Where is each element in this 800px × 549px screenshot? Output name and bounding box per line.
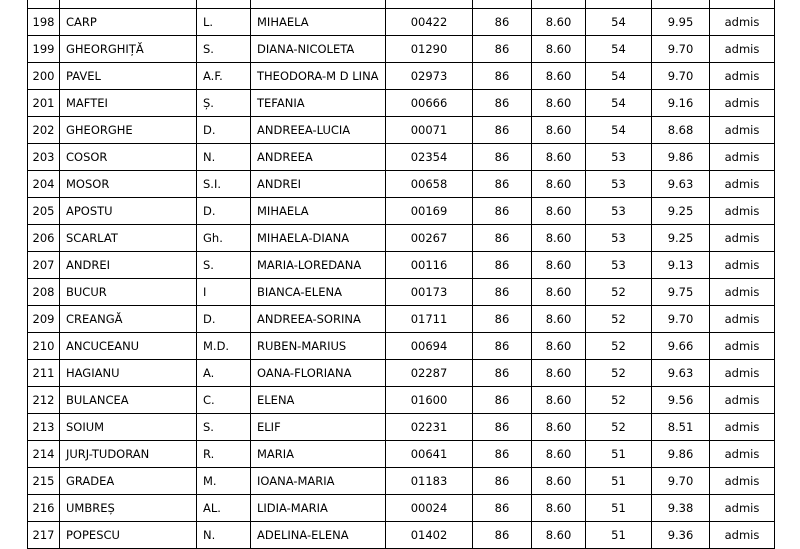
table-row: [28, 279, 775, 306]
initial-cell: Gh.: [197, 225, 251, 252]
table-row: [28, 198, 775, 225]
status-cell: admis: [710, 171, 775, 198]
average-cell: [652, 0, 710, 9]
initial-cell: D.: [197, 117, 251, 144]
surname-cell: GRADEA: [60, 468, 197, 495]
score-cell: 86: [473, 468, 532, 495]
surname-cell: SCARLAT: [60, 225, 197, 252]
score-cell: 86: [473, 9, 532, 36]
table-row: [28, 117, 775, 144]
average-cell: 9.70: [652, 36, 710, 63]
surname-cell: PAVEL: [60, 63, 197, 90]
initial-cell: N.: [197, 522, 251, 549]
results-table: [27, 0, 775, 549]
score-cell: 86: [473, 144, 532, 171]
initial-cell: Ș.: [197, 90, 251, 117]
initial-cell: S.: [197, 414, 251, 441]
first-name-cell: MIHAELA: [251, 198, 386, 225]
code-cell: 00024: [386, 495, 473, 522]
code-cell: 01711: [386, 306, 473, 333]
surname-cell: CARP: [60, 9, 197, 36]
grade-cell: 8.60: [532, 522, 586, 549]
initial-cell: N.: [197, 144, 251, 171]
initial-cell: S.I.: [197, 171, 251, 198]
grade-cell: 8.60: [532, 90, 586, 117]
status-cell: admis: [710, 468, 775, 495]
grade-cell: 8.60: [532, 144, 586, 171]
row-number-cell: 207: [28, 252, 60, 279]
code-cell: 02973: [386, 63, 473, 90]
points-cell: 53: [586, 252, 652, 279]
first-name-cell: IOANA-MARIA: [251, 468, 386, 495]
status-cell: admis: [710, 63, 775, 90]
points-cell: 53: [586, 198, 652, 225]
table-row: [28, 225, 775, 252]
initial-cell: I: [197, 279, 251, 306]
score-cell: 86: [473, 306, 532, 333]
status-cell: admis: [710, 495, 775, 522]
grade-cell: 8.60: [532, 117, 586, 144]
row-number-cell: 209: [28, 306, 60, 333]
table-row: [28, 63, 775, 90]
table-row: [28, 360, 775, 387]
table-row: [28, 306, 775, 333]
grade-cell: 8.60: [532, 279, 586, 306]
code-cell: 00116: [386, 252, 473, 279]
grade-cell: 8.60: [532, 441, 586, 468]
average-cell: 9.16: [652, 90, 710, 117]
surname-cell: BULANCEA: [60, 387, 197, 414]
row-number-cell: 215: [28, 468, 60, 495]
code-cell: 01183: [386, 468, 473, 495]
surname-cell: APOSTU: [60, 198, 197, 225]
initial-cell: D.: [197, 198, 251, 225]
grade-cell: 8.60: [532, 306, 586, 333]
status-cell: admis: [710, 144, 775, 171]
grade-cell: 8.60: [532, 9, 586, 36]
table-row: [28, 171, 775, 198]
points-cell: 52: [586, 306, 652, 333]
score-cell: 86: [473, 441, 532, 468]
average-cell: 9.25: [652, 198, 710, 225]
average-cell: 9.95: [652, 9, 710, 36]
status-cell: admis: [710, 333, 775, 360]
table-row: [28, 387, 775, 414]
average-cell: 9.13: [652, 252, 710, 279]
average-cell: 9.75: [652, 279, 710, 306]
first-name-cell: ANDREEA-LUCIA: [251, 117, 386, 144]
initial-cell: A.F.: [197, 63, 251, 90]
row-number-cell: 212: [28, 387, 60, 414]
initial-cell: C.: [197, 387, 251, 414]
grade-cell: [532, 0, 586, 9]
row-number-cell: 200: [28, 63, 60, 90]
average-cell: 9.56: [652, 387, 710, 414]
average-cell: 9.86: [652, 144, 710, 171]
grade-cell: 8.60: [532, 468, 586, 495]
code-cell: 00267: [386, 225, 473, 252]
first-name-cell: ANDREEA-SORINA: [251, 306, 386, 333]
points-cell: 52: [586, 414, 652, 441]
code-cell: 00071: [386, 117, 473, 144]
table-row: [28, 441, 775, 468]
row-number-cell: 216: [28, 495, 60, 522]
first-name-cell: BIANCA-ELENA: [251, 279, 386, 306]
first-name-cell: ANDREI: [251, 171, 386, 198]
first-name-cell: MIHAELA-DIANA: [251, 225, 386, 252]
row-number-cell: 198: [28, 9, 60, 36]
initial-cell: D.: [197, 306, 251, 333]
points-cell: 54: [586, 36, 652, 63]
status-cell: admis: [710, 36, 775, 63]
score-cell: 86: [473, 171, 532, 198]
average-cell: 9.38: [652, 495, 710, 522]
status-cell: admis: [710, 522, 775, 549]
status-cell: admis: [710, 360, 775, 387]
table-row: [28, 0, 775, 9]
surname-cell: SOIUM: [60, 414, 197, 441]
surname-cell: [60, 0, 197, 9]
table-row: [28, 333, 775, 360]
points-cell: 52: [586, 360, 652, 387]
status-cell: admis: [710, 225, 775, 252]
code-cell: 02287: [386, 360, 473, 387]
initial-cell: S.: [197, 36, 251, 63]
code-cell: 00641: [386, 441, 473, 468]
status-cell: admis: [710, 306, 775, 333]
surname-cell: GHEORGHE: [60, 117, 197, 144]
grade-cell: 8.60: [532, 333, 586, 360]
surname-cell: GHEORGHIȚĂ: [60, 36, 197, 63]
row-number-cell: 217: [28, 522, 60, 549]
points-cell: 52: [586, 387, 652, 414]
surname-cell: JURJ-TUDORAN: [60, 441, 197, 468]
grade-cell: 8.60: [532, 387, 586, 414]
points-cell: 54: [586, 90, 652, 117]
score-cell: 86: [473, 117, 532, 144]
grade-cell: 8.60: [532, 495, 586, 522]
surname-cell: UMBREȘ: [60, 495, 197, 522]
points-cell: 51: [586, 468, 652, 495]
first-name-cell: ANDREEA: [251, 144, 386, 171]
row-number-cell: 203: [28, 144, 60, 171]
code-cell: 00169: [386, 198, 473, 225]
surname-cell: BUCUR: [60, 279, 197, 306]
average-cell: 9.70: [652, 63, 710, 90]
status-cell: admis: [710, 198, 775, 225]
initial-cell: AL.: [197, 495, 251, 522]
first-name-cell: MIHAELA: [251, 9, 386, 36]
first-name-cell: RUBEN-MARIUS: [251, 333, 386, 360]
status-cell: [710, 0, 775, 9]
points-cell: 52: [586, 279, 652, 306]
status-cell: admis: [710, 90, 775, 117]
average-cell: 9.66: [652, 333, 710, 360]
score-cell: 86: [473, 495, 532, 522]
row-number-cell: 210: [28, 333, 60, 360]
status-cell: admis: [710, 441, 775, 468]
row-number-cell: 213: [28, 414, 60, 441]
surname-cell: MAFTEI: [60, 90, 197, 117]
average-cell: 9.70: [652, 306, 710, 333]
row-number-cell: 206: [28, 225, 60, 252]
grade-cell: 8.60: [532, 36, 586, 63]
surname-cell: ANDREI: [60, 252, 197, 279]
status-cell: admis: [710, 117, 775, 144]
first-name-cell: MARIA-LOREDANA: [251, 252, 386, 279]
initial-cell: S.: [197, 252, 251, 279]
table-row: [28, 90, 775, 117]
row-number-cell: 211: [28, 360, 60, 387]
points-cell: 51: [586, 522, 652, 549]
score-cell: 86: [473, 333, 532, 360]
points-cell: 54: [586, 63, 652, 90]
table-row: [28, 414, 775, 441]
points-cell: 53: [586, 225, 652, 252]
first-name-cell: DIANA-NICOLETA: [251, 36, 386, 63]
status-cell: admis: [710, 387, 775, 414]
score-cell: 86: [473, 36, 532, 63]
points-cell: [586, 0, 652, 9]
score-cell: 86: [473, 225, 532, 252]
points-cell: 54: [586, 9, 652, 36]
surname-cell: HAGIANU: [60, 360, 197, 387]
code-cell: [386, 0, 473, 9]
surname-cell: ANCUCEANU: [60, 333, 197, 360]
first-name-cell: LIDIA-MARIA: [251, 495, 386, 522]
table-row: [28, 9, 775, 36]
grade-cell: 8.60: [532, 360, 586, 387]
average-cell: 9.36: [652, 522, 710, 549]
score-cell: 86: [473, 522, 532, 549]
first-name-cell: ADELINA-ELENA: [251, 522, 386, 549]
first-name-cell: ELIF: [251, 414, 386, 441]
initial-cell: M.D.: [197, 333, 251, 360]
grade-cell: 8.60: [532, 63, 586, 90]
table-row: [28, 144, 775, 171]
grade-cell: 8.60: [532, 171, 586, 198]
first-name-cell: OANA-FLORIANA: [251, 360, 386, 387]
average-cell: 8.51: [652, 414, 710, 441]
surname-cell: CREANGĂ: [60, 306, 197, 333]
code-cell: 02354: [386, 144, 473, 171]
row-number-cell: 202: [28, 117, 60, 144]
code-cell: 00422: [386, 9, 473, 36]
grade-cell: 8.60: [532, 198, 586, 225]
code-cell: 00173: [386, 279, 473, 306]
code-cell: 00694: [386, 333, 473, 360]
table-row: [28, 468, 775, 495]
first-name-cell: TEFANIA: [251, 90, 386, 117]
score-cell: 86: [473, 198, 532, 225]
average-cell: 8.68: [652, 117, 710, 144]
surname-cell: COSOR: [60, 144, 197, 171]
initial-cell: L.: [197, 9, 251, 36]
code-cell: 02231: [386, 414, 473, 441]
score-cell: 86: [473, 414, 532, 441]
average-cell: 9.86: [652, 441, 710, 468]
points-cell: 53: [586, 144, 652, 171]
score-cell: 86: [473, 252, 532, 279]
grade-cell: 8.60: [532, 225, 586, 252]
points-cell: 52: [586, 333, 652, 360]
table-row: [28, 252, 775, 279]
table-row: [28, 36, 775, 63]
score-cell: 86: [473, 387, 532, 414]
first-name-cell: THEODORA-M D LINA: [251, 63, 386, 90]
average-cell: 9.63: [652, 171, 710, 198]
table-body: [28, 0, 775, 549]
first-name-cell: [251, 0, 386, 9]
table-row: [28, 495, 775, 522]
row-number-cell: 201: [28, 90, 60, 117]
code-cell: 01290: [386, 36, 473, 63]
row-number-cell: 205: [28, 198, 60, 225]
points-cell: 53: [586, 171, 652, 198]
score-cell: 86: [473, 360, 532, 387]
score-cell: 86: [473, 90, 532, 117]
score-cell: 86: [473, 279, 532, 306]
average-cell: 9.63: [652, 360, 710, 387]
row-number-cell: [28, 0, 60, 9]
status-cell: admis: [710, 414, 775, 441]
status-cell: admis: [710, 9, 775, 36]
surname-cell: MOSOR: [60, 171, 197, 198]
grade-cell: 8.60: [532, 414, 586, 441]
status-cell: admis: [710, 279, 775, 306]
points-cell: 51: [586, 441, 652, 468]
points-cell: 51: [586, 495, 652, 522]
row-number-cell: 204: [28, 171, 60, 198]
table-row: [28, 522, 775, 549]
points-cell: 54: [586, 117, 652, 144]
code-cell: 00666: [386, 90, 473, 117]
score-cell: [473, 0, 532, 9]
surname-cell: POPESCU: [60, 522, 197, 549]
code-cell: 01600: [386, 387, 473, 414]
code-cell: 00658: [386, 171, 473, 198]
initial-cell: [197, 0, 251, 9]
row-number-cell: 199: [28, 36, 60, 63]
average-cell: 9.70: [652, 468, 710, 495]
first-name-cell: MARIA: [251, 441, 386, 468]
grade-cell: 8.60: [532, 252, 586, 279]
average-cell: 9.25: [652, 225, 710, 252]
status-cell: admis: [710, 252, 775, 279]
score-cell: 86: [473, 63, 532, 90]
row-number-cell: 208: [28, 279, 60, 306]
initial-cell: A.: [197, 360, 251, 387]
row-number-cell: 214: [28, 441, 60, 468]
first-name-cell: ELENA: [251, 387, 386, 414]
initial-cell: R.: [197, 441, 251, 468]
code-cell: 01402: [386, 522, 473, 549]
initial-cell: M.: [197, 468, 251, 495]
